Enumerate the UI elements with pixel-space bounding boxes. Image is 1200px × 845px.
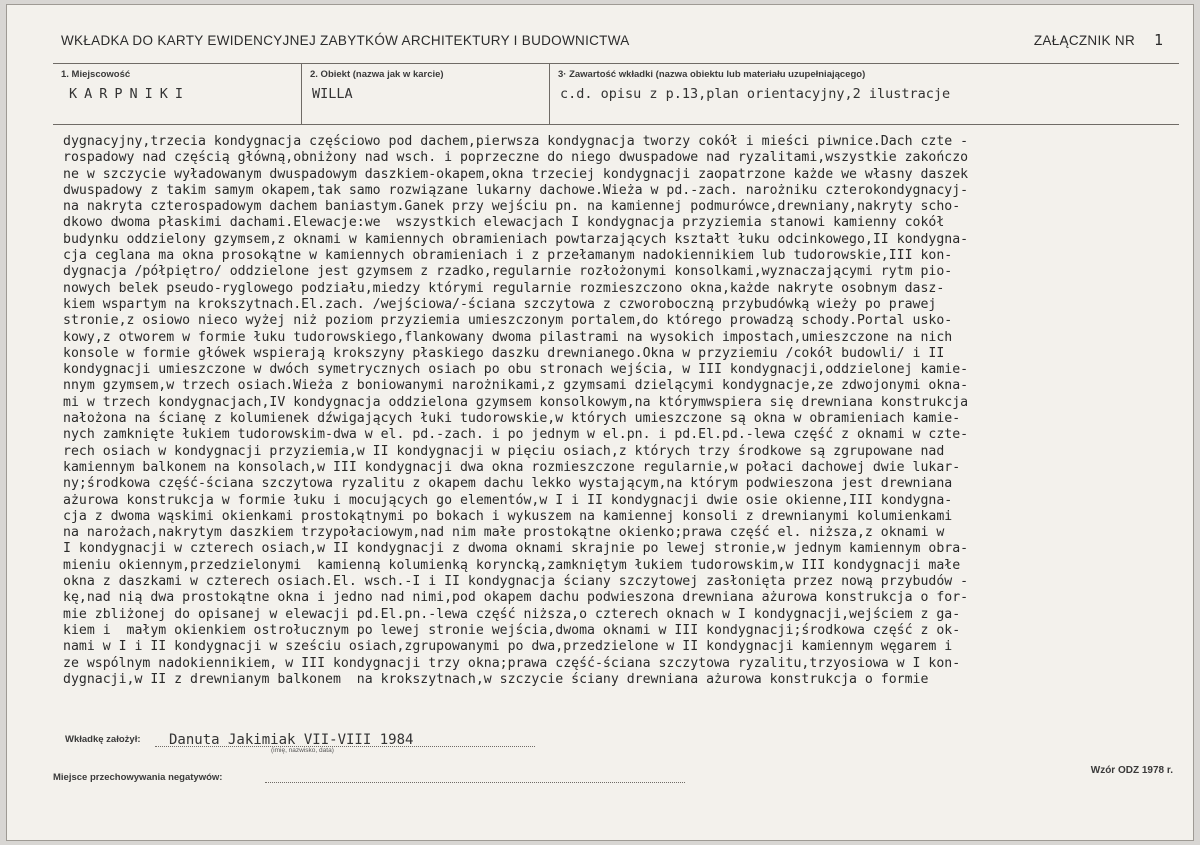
text-line: dygnacyjny,trzecia kondygnacja częściowo pod dachem,pierwsza kondygnacja tworzy cokół i mieści piwnice.Dach czte - — [63, 134, 969, 149]
locality-field — [53, 64, 301, 124]
text-line: mi w trzech kondygnacjach,IV kondygnacja oddzielona gzymsem konsolkowym,na którymwspiera się drewniana konstrukcja — [63, 394, 969, 410]
text-line: dkowo dwoma płaskimi dachami.Elewacje:we wszystkich elewacjach I kondygnacja przyziemia stanowi kamienny cokół — [63, 215, 945, 231]
header-fields — [53, 63, 1179, 125]
header — [53, 31, 1173, 51]
object-value: WILLA — [312, 86, 353, 102]
author-value: Danuta Jakimiak VII-VIII 1984 — [169, 732, 414, 748]
text-line: dygnacja /półpiętro/ oddzielone jest gzymsem z rzadko,regularnie rozłożonymi konsolkami,wyznaczającymi rytm pio- — [63, 264, 953, 280]
locality-value: KARPNIKI — [69, 86, 191, 102]
text-line: ze wspólnym nadokiennikiem, w III kondygnacji trzy okna;prawa część-ściana szczytowa ryzalitu,trzyosiowa w I kon- — [63, 655, 961, 671]
text-line: kiem i małym okienkiem ostrołucznym po lewej stronie wejścia,dwoma oknami w III kondygnacji;środkowa część z ok- — [63, 622, 961, 638]
text-line: nowych belek pseudo-ryglowego podziału,miedzy którymi regularnie rozmieszczono okna,każde nakryte osobnym dasz- — [63, 280, 945, 296]
author-hint: (imię, nazwisko, data) — [271, 747, 334, 754]
text-line: I kondygnacji w czterech osiach,w II kondygnacji z dwoma oknami skrajnie po lewej stronie,w jednym kamiennym obra- — [63, 541, 969, 557]
annex-label: ZAŁĄCZNIK NR — [1033, 33, 1135, 48]
text-line: ne w szczycie wyładowanym dwuspadowym daszkiem-okapem,okna trzeciej kondygnacji zaopatrzone każde we własny daszek — [63, 166, 969, 182]
text-line: mie zbliżonej do opisanej w elewacji pd.El.pn.-lewa część niższa,o czterech oknach w I kondygnacji,wejściem z ga- — [63, 606, 961, 622]
text-line: kondygnacji umieszczone w dwóch symetrycznych osiach po obu stronach wejścia, w III kondygnacji,oddzielonej kamie- — [63, 362, 969, 378]
negatives-label: Miejsce przechowywania negatywów: — [53, 772, 223, 783]
text-line: nnym gzymsem,w trzech osiach.Wieża z boniowanymi narożnikami,z gzymsami dzielącymi kondygnacje,ze zdwojonymi okna- — [63, 378, 969, 394]
text-line: rech osiach w kondygnacji przyziemia,w II kondygnacji w pięciu osiach,z których trzy środkowe są zgrupowane nad — [63, 443, 945, 459]
record-card-insert — [6, 4, 1194, 841]
text-line: na narożach,nakrytym daszkiem trzypołaciowym,nad nim małe prostokątne okienko;prawa część el. niższa,z oknami w — [63, 525, 945, 541]
text-line: kę,nad nią dwa prostokątne okna i jedno nad nimi,pod okapem dachu podwieszona drewniana ażurowa konstrukcja o for- — [63, 590, 969, 606]
object-field — [301, 64, 549, 124]
text-line: kowy,z otworem w formie łuku tudorowskiego,flankowany dwoma pilastrami na wysokich impostach,umieszczone na nich — [63, 329, 953, 345]
text-line: ażurowa konstrukcja w formie łuku i mocujących go elementów,w I i II kondygnacji dwie osie okienne,III kondygna- — [63, 492, 953, 508]
annex-number: 1 — [1153, 31, 1163, 49]
text-line: kamiennym balkonem na konsolach,w III kondygnacji dwa okna rozmieszczone regularnie,w połaci dachowej dwie lukar- — [63, 459, 961, 475]
negatives-row — [53, 772, 753, 790]
author-label: Wkładkę założył: — [65, 734, 141, 745]
text-line: dygnacji,w II z drewnianym balkonem na krokszytnach,w szczycie ściany drewniana ażurowa konstrukcja o formie — [63, 671, 929, 687]
text-line: na nakryta czterospadowym dachem baniastym.Ganek przy wejściu pn. na kamiennej podmurówce,drewniany,nakryty scho- — [63, 199, 961, 215]
text-line: ny;środkowa część-ściana szczytowa ryzalitu z okapem dachu lekko wystającym,na którym podwieszona jest drewniana — [63, 476, 953, 492]
text-line: rospadowy nad częścią główną,obniżony nad wsch. i poprzeczne do niego dwuspadowe nad ryzalitami,wszystkie zakończo — [63, 150, 969, 166]
text-line: konsole w formie główek wspierają krokszyny płaskiego daszku drewnianego.Okna w przyziemiu /cokół budowli/ i II — [63, 345, 945, 361]
form-pattern: Wzór ODZ 1978 r. — [1090, 765, 1173, 776]
text-line: okna z daszkami w czterech osiach.El. wsch.-I i II kondygnacja ściany szczytowej zasłonięta przez nową przybudów - — [63, 574, 969, 590]
text-line: nami w I i II kondygnacji w sześciu osiach,zgrupowanymi po dwa,przedzielone w II kondygnacji kamiennym węgarem i — [63, 639, 953, 655]
content-field — [549, 64, 1179, 124]
object-label: 2. Obiekt (nazwa jak w karcie) — [310, 69, 444, 80]
text-line: dwuspadowy z takim samym okapem,tak samo rozwiązane lukarny dachowe.Wieża w pd.-zach. narożniku czterokondygnacyj- — [63, 182, 969, 198]
text-line: budynku oddzielony gzymsem,z oknami w kamiennych obramieniach powtarzających kształt łuku odcinkowego,II kondygna- — [63, 231, 969, 247]
negatives-dotted-line — [265, 782, 685, 783]
content-label: 3· Zawartość wkładki (nazwa obiektu lub materiału uzupełniającego) — [558, 69, 866, 80]
text-line: kiem wspartym na krokszytnach.El.zach. /wejściowa/-ściana szczytowa z czworoboczną przybudówką wieży po prawej — [63, 296, 937, 312]
text-line: stronie,z osiowo nieco wyżej niż poziom przyziemia umieszczonym portalem,do którego prowadzą schody.Portal usko- — [63, 313, 953, 329]
author-row — [65, 732, 765, 754]
text-line: cja ceglana ma okna prosokątne w kamiennych obramieniach i z przełamanym nadokiennikiem lub tudorowskie,III kon- — [63, 248, 953, 264]
text-line: mieniu okiennym,przedzielonymi kamienną kolumienką koryncką,zamkniętym łukiem tudorowskim,w III kondygnacji małe — [63, 557, 961, 573]
locality-label: 1. Miejscowość — [61, 69, 131, 80]
description-text — [63, 134, 1183, 688]
text-line: nałożona na ścianę z kolumienek dźwigających łuki tudorowskie,w których umieszczone są okna w obramieniach kamie- — [63, 411, 961, 427]
text-line: nych zamknięte łukiem tudorowskim-dwa w el. pd.-zach. i po jednym w el.pn. i pd.El.pd.-lewa część z oknami w czte- — [63, 427, 969, 443]
text-line: cja z dwoma wąskimi okienkami prostokątnymi po bokach i wykuszem na kamiennej konsoli z drewnianymi kolumienkami — [63, 508, 953, 524]
form-title: WKŁADKA DO KARTY EWIDENCYJNEJ ZABYTKÓW ARCHITEKTURY I BUDOWNICTWA — [61, 33, 630, 48]
content-value: c.d. opisu z p.13,plan orientacyjny,2 ilustracje — [560, 86, 951, 102]
